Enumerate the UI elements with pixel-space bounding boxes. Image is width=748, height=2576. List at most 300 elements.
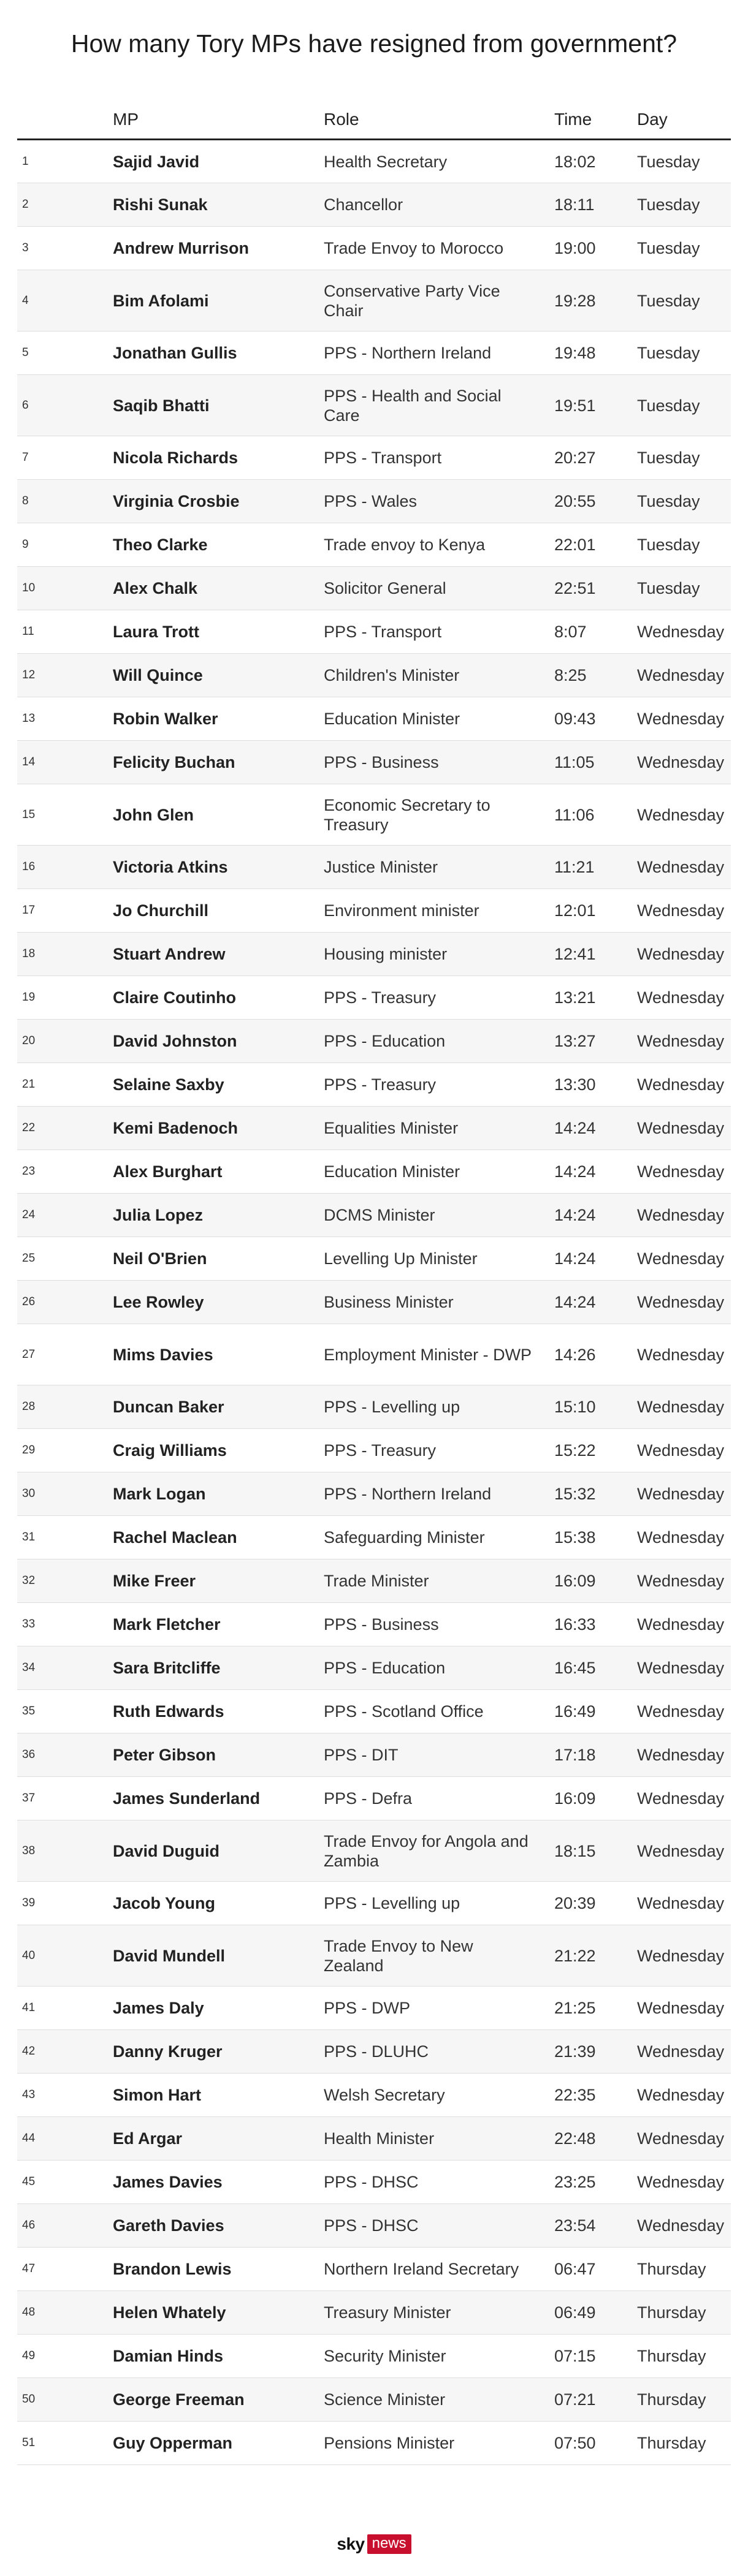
row-day: Tuesday <box>637 375 731 436</box>
row-time: 09:43 <box>554 697 637 741</box>
table-row <box>17 889 731 933</box>
row-mp-name: Virginia Crosbie <box>113 480 324 523</box>
row-day: Tuesday <box>637 183 731 227</box>
row-mp-name: Simon Hart <box>113 2074 324 2117</box>
row-mp-name: David Duguid <box>113 1820 324 1882</box>
row-day: Thursday <box>637 2291 731 2335</box>
row-role: Education Minister <box>324 697 554 741</box>
row-role: Health Minister <box>324 2117 554 2161</box>
row-role: Pensions Minister <box>324 2422 554 2465</box>
row-day: Wednesday <box>637 1516 731 1559</box>
row-time: 14:26 <box>554 1324 637 1385</box>
table-row <box>17 1237 731 1281</box>
row-day: Wednesday <box>637 1777 731 1820</box>
row-time: 11:21 <box>554 846 637 889</box>
row-number: 25 <box>17 1237 113 1281</box>
row-time: 18:11 <box>554 183 637 227</box>
row-time: 21:39 <box>554 2030 637 2074</box>
table-row <box>17 183 731 227</box>
row-day: Wednesday <box>637 784 731 846</box>
row-day: Tuesday <box>637 140 731 183</box>
row-role: PPS - Education <box>324 1646 554 1690</box>
row-day: Tuesday <box>637 227 731 270</box>
row-mp-name: Mims Davies <box>113 1324 324 1385</box>
row-number: 28 <box>17 1385 113 1429</box>
table-row <box>17 436 731 480</box>
row-role: Health Secretary <box>324 140 554 183</box>
table-row <box>17 331 731 375</box>
row-number: 24 <box>17 1194 113 1237</box>
row-mp-name: James Davies <box>113 2161 324 2204</box>
row-number: 8 <box>17 480 113 523</box>
table-row <box>17 270 731 331</box>
column-header-day: Day <box>637 100 731 140</box>
row-day: Wednesday <box>637 2161 731 2204</box>
row-number: 9 <box>17 523 113 567</box>
row-number: 6 <box>17 375 113 436</box>
row-number: 37 <box>17 1777 113 1820</box>
row-mp-name: Ed Argar <box>113 2117 324 2161</box>
row-time: 19:51 <box>554 375 637 436</box>
resignations-table <box>17 100 731 2465</box>
row-mp-name: Danny Kruger <box>113 2030 324 2074</box>
row-day: Tuesday <box>637 436 731 480</box>
row-number: 21 <box>17 1063 113 1107</box>
row-number: 3 <box>17 227 113 270</box>
row-number: 2 <box>17 183 113 227</box>
table-row <box>17 1882 731 1925</box>
row-number: 32 <box>17 1559 113 1603</box>
row-time: 22:35 <box>554 2074 637 2117</box>
row-role: PPS - Transport <box>324 436 554 480</box>
row-role: Trade Envoy for Angola and Zambia <box>324 1820 554 1882</box>
table-row <box>17 1733 731 1777</box>
table-row <box>17 1987 731 2030</box>
table-row <box>17 2335 731 2378</box>
row-mp-name: Felicity Buchan <box>113 741 324 784</box>
row-role: PPS - Business <box>324 741 554 784</box>
row-time: 14:24 <box>554 1150 637 1194</box>
row-mp-name: Will Quince <box>113 654 324 697</box>
row-number: 40 <box>17 1925 113 1987</box>
row-time: 8:25 <box>554 654 637 697</box>
row-role: Security Minister <box>324 2335 554 2378</box>
table-header-row <box>17 100 731 140</box>
row-time: 18:15 <box>554 1820 637 1882</box>
table-row <box>17 1646 731 1690</box>
row-mp-name: Mark Fletcher <box>113 1603 324 1646</box>
row-number: 33 <box>17 1603 113 1646</box>
row-mp-name: Lee Rowley <box>113 1281 324 1324</box>
row-role: PPS - Transport <box>324 610 554 654</box>
row-time: 13:30 <box>554 1063 637 1107</box>
row-mp-name: James Daly <box>113 1987 324 2030</box>
table-row <box>17 2378 731 2422</box>
table-row <box>17 2074 731 2117</box>
table-row <box>17 697 731 741</box>
row-time: 16:45 <box>554 1646 637 1690</box>
table-row <box>17 933 731 976</box>
row-time: 20:55 <box>554 480 637 523</box>
row-day: Wednesday <box>637 610 731 654</box>
row-role: PPS - Northern Ireland <box>324 1472 554 1516</box>
row-time: 8:07 <box>554 610 637 654</box>
row-time: 15:10 <box>554 1385 637 1429</box>
row-time: 23:25 <box>554 2161 637 2204</box>
row-role: Housing minister <box>324 933 554 976</box>
row-time: 18:02 <box>554 140 637 183</box>
row-time: 19:48 <box>554 331 637 375</box>
row-number: 38 <box>17 1820 113 1882</box>
row-number: 47 <box>17 2248 113 2291</box>
row-time: 06:49 <box>554 2291 637 2335</box>
row-time: 17:18 <box>554 1733 637 1777</box>
row-role: Trade Minister <box>324 1559 554 1603</box>
column-header-role: Role <box>324 100 554 140</box>
row-role: Trade Envoy to Morocco <box>324 227 554 270</box>
row-role: PPS - DHSC <box>324 2161 554 2204</box>
row-time: 12:01 <box>554 889 637 933</box>
column-header-number <box>17 100 113 140</box>
row-time: 15:38 <box>554 1516 637 1559</box>
row-number: 39 <box>17 1882 113 1925</box>
row-time: 11:05 <box>554 741 637 784</box>
row-time: 14:24 <box>554 1237 637 1281</box>
table-row <box>17 523 731 567</box>
row-mp-name: Guy Opperman <box>113 2422 324 2465</box>
row-mp-name: Robin Walker <box>113 697 324 741</box>
row-day: Wednesday <box>637 1429 731 1472</box>
row-role: PPS - Defra <box>324 1777 554 1820</box>
row-role: PPS - Treasury <box>324 976 554 1020</box>
row-role: Levelling Up Minister <box>324 1237 554 1281</box>
row-mp-name: Duncan Baker <box>113 1385 324 1429</box>
table-row <box>17 1281 731 1324</box>
row-day: Wednesday <box>637 1925 731 1987</box>
row-number: 30 <box>17 1472 113 1516</box>
row-day: Wednesday <box>637 1150 731 1194</box>
row-day: Wednesday <box>637 1559 731 1603</box>
table-row <box>17 480 731 523</box>
row-role: Trade Envoy to New Zealand <box>324 1925 554 1987</box>
row-mp-name: John Glen <box>113 784 324 846</box>
row-number: 46 <box>17 2204 113 2248</box>
row-time: 16:49 <box>554 1690 637 1733</box>
row-number: 4 <box>17 270 113 331</box>
table-row <box>17 1925 731 1987</box>
row-day: Wednesday <box>637 2030 731 2074</box>
row-number: 49 <box>17 2335 113 2378</box>
table-row <box>17 2204 731 2248</box>
row-number: 15 <box>17 784 113 846</box>
row-number: 22 <box>17 1107 113 1150</box>
table-row <box>17 375 731 436</box>
row-number: 16 <box>17 846 113 889</box>
row-role: Conservative Party Vice Chair <box>324 270 554 331</box>
row-mp-name: Saqib Bhatti <box>113 375 324 436</box>
row-role: Solicitor General <box>324 567 554 610</box>
row-role: Safeguarding Minister <box>324 1516 554 1559</box>
row-day: Wednesday <box>637 1324 731 1385</box>
row-time: 13:21 <box>554 976 637 1020</box>
row-mp-name: Rishi Sunak <box>113 183 324 227</box>
table-row <box>17 1429 731 1472</box>
row-number: 5 <box>17 331 113 375</box>
row-day: Wednesday <box>637 1194 731 1237</box>
row-number: 43 <box>17 2074 113 2117</box>
row-mp-name: James Sunderland <box>113 1777 324 1820</box>
table-row <box>17 1194 731 1237</box>
row-mp-name: Mike Freer <box>113 1559 324 1603</box>
row-role: Treasury Minister <box>324 2291 554 2335</box>
row-day: Wednesday <box>637 697 731 741</box>
row-mp-name: Peter Gibson <box>113 1733 324 1777</box>
row-number: 29 <box>17 1429 113 1472</box>
table-row <box>17 784 731 846</box>
logo-news-badge: news <box>367 2534 411 2554</box>
table-row <box>17 1603 731 1646</box>
row-mp-name: Claire Coutinho <box>113 976 324 1020</box>
row-number: 27 <box>17 1324 113 1385</box>
row-number: 44 <box>17 2117 113 2161</box>
row-number: 19 <box>17 976 113 1020</box>
table-row <box>17 1385 731 1429</box>
row-day: Wednesday <box>637 654 731 697</box>
table-row <box>17 1559 731 1603</box>
row-number: 31 <box>17 1516 113 1559</box>
row-time: 12:41 <box>554 933 637 976</box>
row-time: 21:22 <box>554 1925 637 1987</box>
table-row <box>17 610 731 654</box>
row-day: Wednesday <box>637 1882 731 1925</box>
row-time: 14:24 <box>554 1281 637 1324</box>
page-title: How many Tory MPs have resigned from government? <box>71 29 677 58</box>
table-row <box>17 2117 731 2161</box>
row-role: Northern Ireland Secretary <box>324 2248 554 2291</box>
row-number: 10 <box>17 567 113 610</box>
row-role: Equalities Minister <box>324 1107 554 1150</box>
row-time: 15:22 <box>554 1429 637 1472</box>
row-day: Wednesday <box>637 1987 731 2030</box>
row-time: 20:27 <box>554 436 637 480</box>
row-day: Wednesday <box>637 1646 731 1690</box>
row-time: 16:33 <box>554 1603 637 1646</box>
table-row <box>17 227 731 270</box>
row-time: 19:28 <box>554 270 637 331</box>
table-row <box>17 1107 731 1150</box>
table-row <box>17 976 731 1020</box>
row-time: 07:50 <box>554 2422 637 2465</box>
row-role: DCMS Minister <box>324 1194 554 1237</box>
table-row <box>17 1150 731 1194</box>
row-role: Employment Minister - DWP <box>324 1324 554 1385</box>
row-time: 07:21 <box>554 2378 637 2422</box>
table-body <box>17 140 731 2465</box>
row-role: PPS - DHSC <box>324 2204 554 2248</box>
row-day: Wednesday <box>637 2074 731 2117</box>
row-role: Justice Minister <box>324 846 554 889</box>
row-day: Wednesday <box>637 1107 731 1150</box>
logo-sky-text: sky <box>337 2534 365 2553</box>
row-day: Wednesday <box>637 1733 731 1777</box>
row-mp-name: Theo Clarke <box>113 523 324 567</box>
row-time: 22:01 <box>554 523 637 567</box>
row-day: Wednesday <box>637 1063 731 1107</box>
row-mp-name: Helen Whately <box>113 2291 324 2335</box>
table-row <box>17 741 731 784</box>
row-role: PPS - Wales <box>324 480 554 523</box>
row-number: 35 <box>17 1690 113 1733</box>
row-number: 41 <box>17 1987 113 2030</box>
row-number: 36 <box>17 1733 113 1777</box>
row-number: 42 <box>17 2030 113 2074</box>
row-mp-name: Neil O'Brien <box>113 1237 324 1281</box>
row-time: 15:32 <box>554 1472 637 1516</box>
row-time: 23:54 <box>554 2204 637 2248</box>
row-number: 17 <box>17 889 113 933</box>
row-day: Thursday <box>637 2422 731 2465</box>
row-mp-name: Victoria Atkins <box>113 846 324 889</box>
row-day: Wednesday <box>637 933 731 976</box>
table-row <box>17 1472 731 1516</box>
row-number: 18 <box>17 933 113 976</box>
row-day: Tuesday <box>637 270 731 331</box>
row-day: Thursday <box>637 2378 731 2422</box>
row-number: 45 <box>17 2161 113 2204</box>
row-mp-name: Sajid Javid <box>113 140 324 183</box>
row-mp-name: Nicola Richards <box>113 436 324 480</box>
row-day: Tuesday <box>637 567 731 610</box>
row-day: Tuesday <box>637 480 731 523</box>
row-mp-name: David Johnston <box>113 1020 324 1063</box>
row-role: PPS - Levelling up <box>324 1882 554 1925</box>
row-time: 21:25 <box>554 1987 637 2030</box>
row-time: 06:47 <box>554 2248 637 2291</box>
table-row <box>17 1516 731 1559</box>
row-mp-name: Stuart Andrew <box>113 933 324 976</box>
table-row <box>17 654 731 697</box>
row-day: Wednesday <box>637 741 731 784</box>
row-day: Wednesday <box>637 846 731 889</box>
row-role: Education Minister <box>324 1150 554 1194</box>
row-role: PPS - Health and Social Care <box>324 375 554 436</box>
row-role: PPS - Levelling up <box>324 1385 554 1429</box>
row-day: Wednesday <box>637 1237 731 1281</box>
row-mp-name: Jacob Young <box>113 1882 324 1925</box>
row-time: 11:06 <box>554 784 637 846</box>
row-number: 23 <box>17 1150 113 1194</box>
row-mp-name: David Mundell <box>113 1925 324 1987</box>
row-mp-name: Jonathan Gullis <box>113 331 324 375</box>
row-day: Wednesday <box>637 1603 731 1646</box>
row-mp-name: Kemi Badenoch <box>113 1107 324 1150</box>
table-row <box>17 1690 731 1733</box>
row-mp-name: Rachel Maclean <box>113 1516 324 1559</box>
row-day: Tuesday <box>637 523 731 567</box>
row-number: 1 <box>17 140 113 183</box>
row-mp-name: Craig Williams <box>113 1429 324 1472</box>
row-mp-name: Damian Hinds <box>113 2335 324 2378</box>
row-time: 20:39 <box>554 1882 637 1925</box>
row-mp-name: George Freeman <box>113 2378 324 2422</box>
row-role: Chancellor <box>324 183 554 227</box>
row-role: PPS - Treasury <box>324 1063 554 1107</box>
row-role: PPS - DIT <box>324 1733 554 1777</box>
table-row <box>17 567 731 610</box>
row-day: Wednesday <box>637 1385 731 1429</box>
table-row <box>17 2422 731 2465</box>
row-role: PPS - Education <box>324 1020 554 1063</box>
row-time: 14:24 <box>554 1107 637 1150</box>
row-day: Tuesday <box>637 331 731 375</box>
row-day: Wednesday <box>637 1690 731 1733</box>
row-mp-name: Jo Churchill <box>113 889 324 933</box>
row-number: 48 <box>17 2291 113 2335</box>
row-day: Wednesday <box>637 1472 731 1516</box>
row-role: PPS - Northern Ireland <box>324 331 554 375</box>
row-mp-name: Brandon Lewis <box>113 2248 324 2291</box>
row-number: 14 <box>17 741 113 784</box>
row-day: Wednesday <box>637 1820 731 1882</box>
row-time: 16:09 <box>554 1777 637 1820</box>
row-role: PPS - DWP <box>324 1987 554 2030</box>
row-mp-name: Bim Afolami <box>113 270 324 331</box>
row-role: Children's Minister <box>324 654 554 697</box>
table-row <box>17 2291 731 2335</box>
row-role: PPS - DLUHC <box>324 2030 554 2074</box>
row-mp-name: Ruth Edwards <box>113 1690 324 1733</box>
row-time: 22:48 <box>554 2117 637 2161</box>
row-mp-name: Alex Chalk <box>113 567 324 610</box>
sky-news-logo <box>0 2534 748 2554</box>
row-time: 13:27 <box>554 1020 637 1063</box>
row-number: 34 <box>17 1646 113 1690</box>
row-time: 07:15 <box>554 2335 637 2378</box>
table-row <box>17 140 731 183</box>
row-number: 20 <box>17 1020 113 1063</box>
row-day: Wednesday <box>637 1020 731 1063</box>
row-day: Wednesday <box>637 1281 731 1324</box>
table-row <box>17 1063 731 1107</box>
row-mp-name: Selaine Saxby <box>113 1063 324 1107</box>
row-number: 11 <box>17 610 113 654</box>
row-number: 13 <box>17 697 113 741</box>
row-time: 16:09 <box>554 1559 637 1603</box>
row-day: Thursday <box>637 2335 731 2378</box>
row-mp-name: Alex Burghart <box>113 1150 324 1194</box>
table-row <box>17 1324 731 1385</box>
table-row <box>17 846 731 889</box>
row-role: Business Minister <box>324 1281 554 1324</box>
row-time: 14:24 <box>554 1194 637 1237</box>
row-time: 19:00 <box>554 227 637 270</box>
table-row <box>17 1777 731 1820</box>
row-role: Environment minister <box>324 889 554 933</box>
row-mp-name: Julia Lopez <box>113 1194 324 1237</box>
row-role: PPS - Business <box>324 1603 554 1646</box>
row-number: 12 <box>17 654 113 697</box>
row-number: 7 <box>17 436 113 480</box>
row-number: 26 <box>17 1281 113 1324</box>
column-header-mp: MP <box>113 100 324 140</box>
row-day: Wednesday <box>637 2117 731 2161</box>
table-row <box>17 1820 731 1882</box>
row-role: PPS - Scotland Office <box>324 1690 554 1733</box>
row-number: 51 <box>17 2422 113 2465</box>
row-role: PPS - Treasury <box>324 1429 554 1472</box>
row-day: Wednesday <box>637 976 731 1020</box>
table-row <box>17 2248 731 2291</box>
